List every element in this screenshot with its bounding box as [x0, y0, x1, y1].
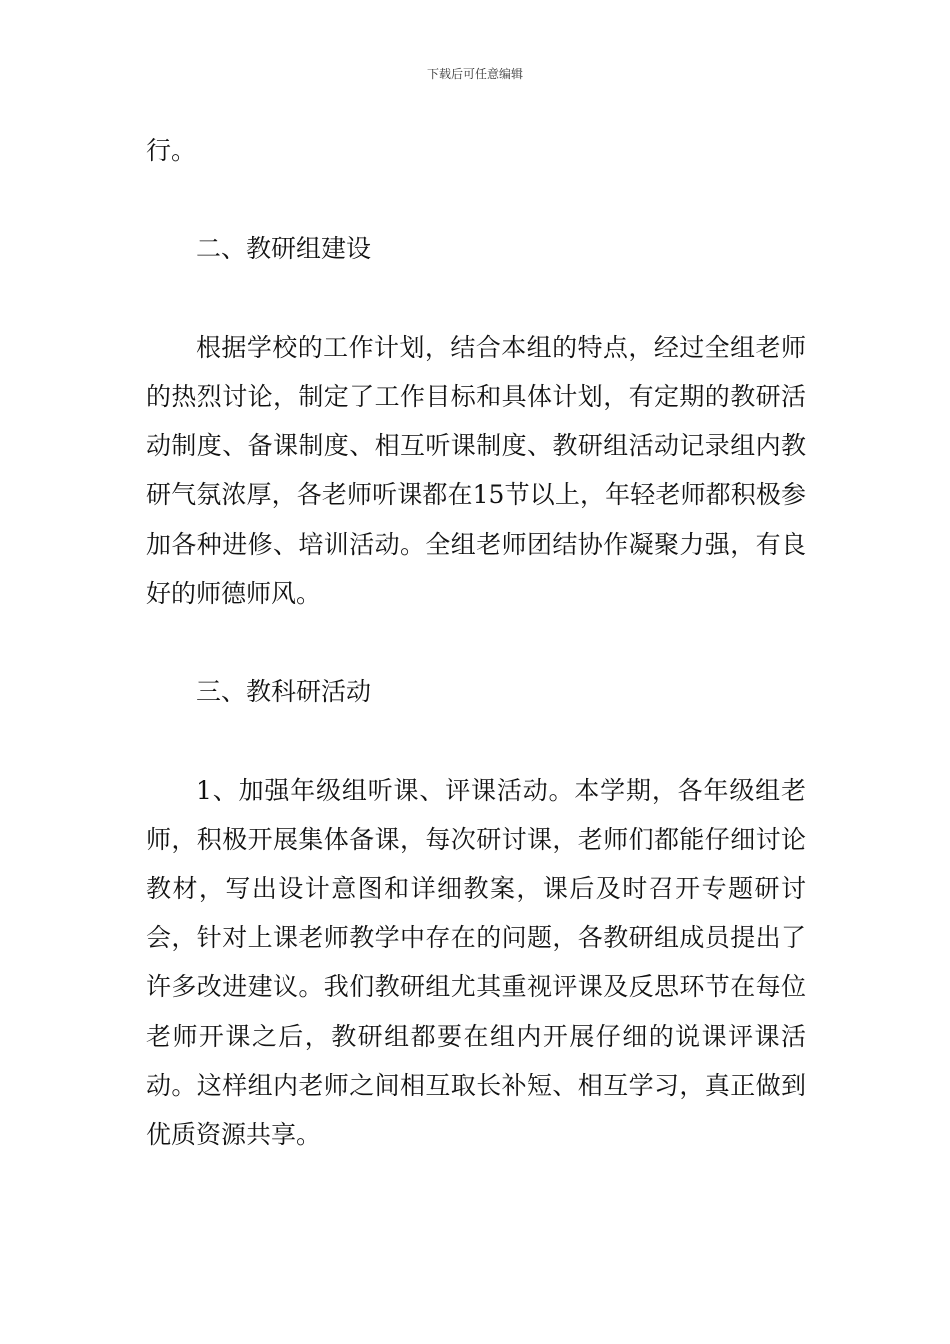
section-paragraph-group-building: 根据学校的工作计划，结合本组的特点，经过全组老师的热烈讨论，制定了工作目标和具体计划，有定期的教研活动制度、备课制度、相互听课制度、教研组活动记录组内教研气氛浓厚，各老师听课都在15节以上，年轻老师都积极参加各种进修、培训活动。全组老师团结协作凝聚力强，有良好的师德师风。: [146, 332, 806, 608]
paragraph-gap: [146, 274, 806, 323]
continuation-text: 行。: [146, 136, 197, 165]
section-heading-teaching-research-group: 二、教研组建设: [196, 234, 372, 264]
section-heading-research-activities: 三、教科研活动: [196, 677, 372, 707]
paragraph-gap: [146, 618, 806, 667]
document-body: [146, 126, 806, 1159]
page-header-note: 下载后可任意编辑: [426, 67, 523, 81]
paragraph-gap: [146, 175, 806, 224]
paragraph-gap: [146, 716, 806, 765]
section-paragraph-lesson-evaluation: 1、加强年级组听课、评课活动。本学期，各年级组老师，积极开展集体备课，每次研讨课，老师们都能仔细讨论教材，写出设计意图和详细教案，课后及时召开专题研讨会，针对上课老师教学中存在的问题，各教研组成员提出了许多改进建议。我们教研组尤其重视评课及反思环节在每位老师开课之后，教研组都要在组内开展仔细的说课评课活动。这样组内老师之间相互取长补短、相互学习，真正做到优质资源共享。: [146, 775, 806, 1149]
